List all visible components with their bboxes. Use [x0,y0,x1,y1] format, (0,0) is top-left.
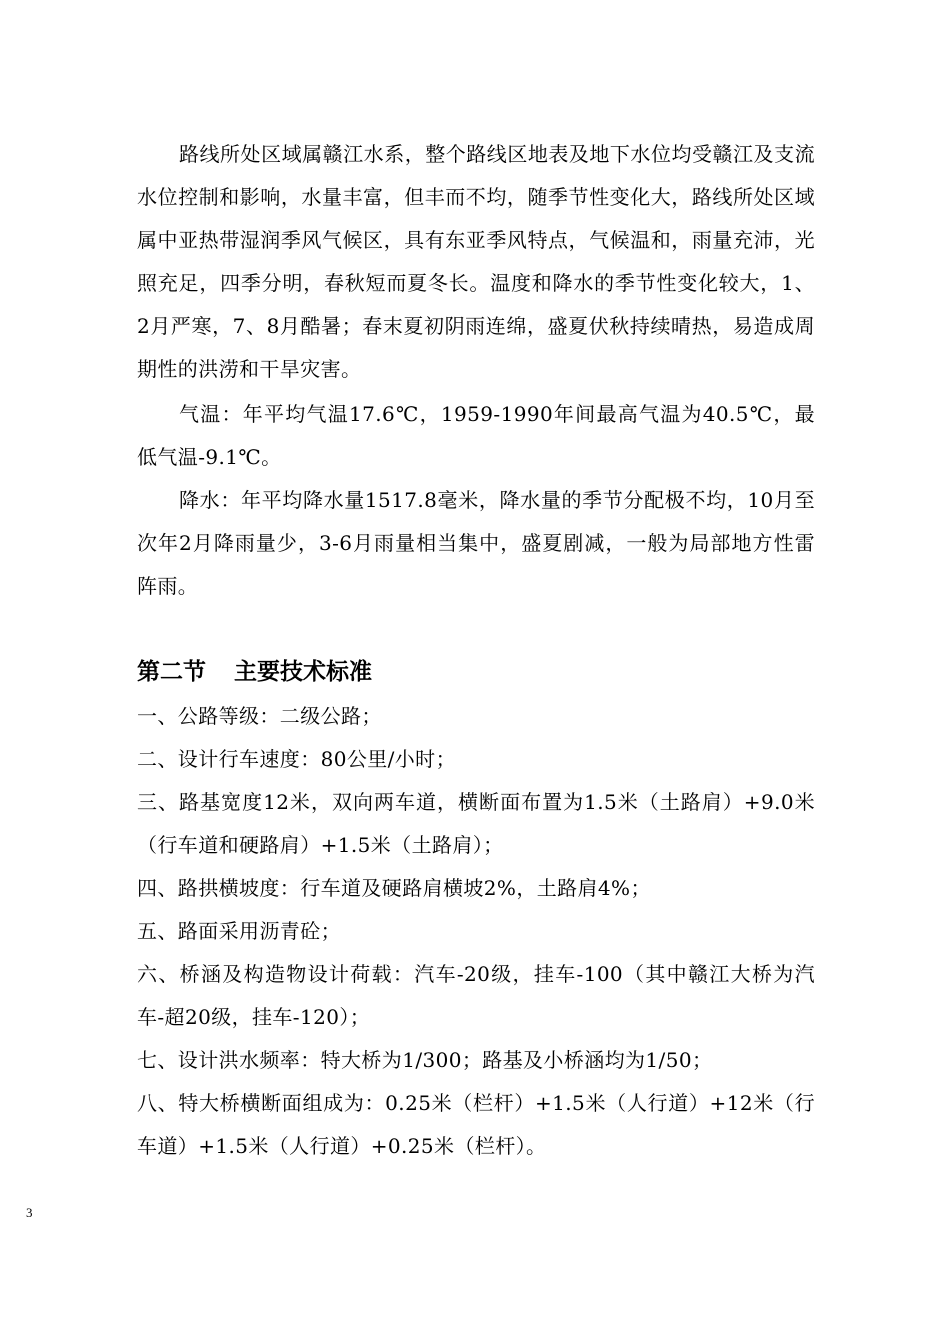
standard-item-6: 六、桥涵及构造物设计荷载：汽车-20级，挂车-100（其中赣江大桥为汽车-超20级，挂车-120）； [137,962,815,1029]
section-title: 主要技术标准 [234,659,372,685]
section-number: 第二节 [137,659,206,685]
standard-item-7: 七、设计洪水频率：特大桥为1/300；路基及小桥涵均为1/50； [137,1048,713,1072]
standard-item-3: 三、路基宽度12米，双向两车道，横断面布置为1.5米（土路肩）+9.0米（行车道和硬路肩）+1.5米（土路肩）； [137,790,815,857]
standard-item-8: 八、特大桥横断面组成为：0.25米（栏杆）+1.5米（人行道）+12米（行车道）+1.5米（人行道）+0.25米（栏杆）。 [137,1091,815,1158]
page-number: 3 [26,1205,33,1220]
standard-item-2: 二、设计行车速度：80公里/小时； [137,747,456,771]
paragraph-temperature: 气温：年平均气温17.6℃，1959-1990年间最高气温为40.5℃，最低气温-9.1℃。 [137,402,815,469]
paragraph-hydrology-climate: 路线所处区域属赣江水系，整个路线区地表及地下水位均受赣江及支流水位控制和影响，水量丰富，但丰而不均，随季节性变化大，路线所处区域属中亚热带湿润季风气候区，具有东亚季风特点，气候温和，雨量充沛，光照充足，四季分明，春秋短而夏冬长。温度和降水的季节性变化较大，1、2月严寒，7、8月酷暑；春末夏初阴雨连绵，盛夏伏秋持续晴热，易造成周期性的洪涝和干旱灾害。 [137,142,815,381]
paragraph-precipitation: 降水：年平均降水量1517.8毫米，降水量的季节分配极不均，10月至次年2月降雨量少，3-6月雨量相当集中，盛夏剧减，一般为局部地方性雷阵雨。 [137,488,815,598]
standard-item-1: 一、公路等级：二级公路； [137,704,382,728]
standard-item-4: 四、路拱横坡度：行车道及硬路肩横坡2%，土路肩4%； [137,876,651,900]
standard-item-5: 五、路面采用沥青砼； [137,919,341,943]
section-heading [137,652,372,692]
